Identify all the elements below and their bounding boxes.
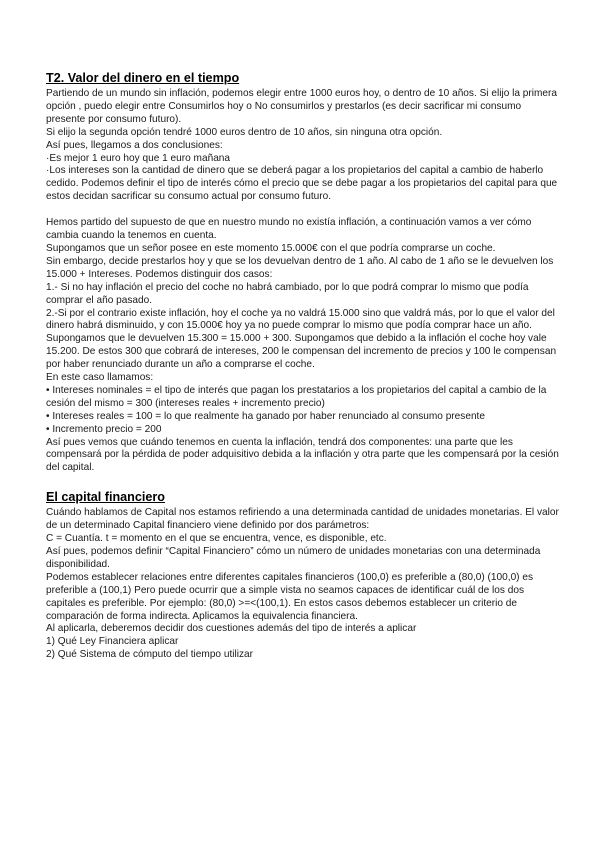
paragraph: Partiendo de un mundo sin inflación, podemos elegir entre 1000 euros hoy, o dentro de 10 años. Si elijo la primera opción , puedo elegir entre Consumirlos hoy o No consumirlos y prestarlos (es decir sacrificar mi consumo presente por consumo futuro). [46, 88, 557, 125]
paragraph: Así pues vemos que cuándo tenemos en cuenta la inflación, tendrá dos componentes: una parte que les compensará por la pérdida de poder adquisitivo debida a la inflación y otra parte que les compensará por la cesión del capital. [46, 436, 559, 474]
list-item: 2) Qué Sistema de cómputo del tiempo utilizar [46, 649, 254, 661]
document-page [46, 70, 561, 662]
conclusion-item: ·Es mejor 1 euro hoy que 1 euro mañana [46, 152, 231, 164]
case-item: 2.-Si por el contrario existe inflación, hoy el coche ya no valdrá 15.000 sino que valdrá más, por lo que el valor del dinero habrá disminuido, y con 15.000€ hoy ya no puede comprar lo mismo que podía comprar hace un año. [46, 307, 555, 332]
paragraph: Hemos partido del supuesto de que en nuestro mundo no existía inflación, a continuación vamos a ver cómo cambia cuando la tenemos en cuenta. [46, 217, 532, 242]
paragraph: Podemos establecer relaciones entre diferentes capitales financieros (100,0) es preferible a (80,0) (100,0) es preferible a (100,1) Pero puede ocurrir que a simple vista no seamos capaces de identificar cuál de los dos capitales es preferible. Por ejemplo: (80,0) >=<(100,1). En estos casos debemos establecer un criterio de comparación de forma indirecta. Aplicamos la equivalencia financiera. [46, 571, 534, 622]
paragraph: Supongamos que un señor posee en este momento 15.000€ con el que podría comprarse un coche. [46, 242, 496, 254]
section-title-capital-financiero: El capital financiero [46, 490, 165, 505]
paragraph: Así pues, podemos definir “Capital Financiero” cómo un número de unidades monetarias con una determinada disponibilidad. [46, 546, 541, 570]
conclusion-item: ·Los intereses son la cantidad de dinero que se deberá pagar a los propietarios del capital a cambio de haberlo cedido. Podemos definir el tipo de interés cómo el precio que se debe pagar a los propietarios del capital para que estos decidan sacrificar su consumo actual por consumo futuro. [46, 165, 558, 203]
paragraph: Supongamos que le devuelven 15.300 = 15.000 + 300. Supongamos que debido a la inflación el coche hoy vale 15.200. De estos 300 que cobrará de intereses, 200 le compensan del incremento de precios y 100 le compensan por haber renunciado durante un año a comprarse el coche. [46, 333, 557, 371]
bullet-item: • Intereses reales = 100 = lo que realmente ha ganado por haber renunciado al consumo presente [46, 410, 485, 422]
list-item: 1) Qué Ley Financiera aplicar [46, 636, 179, 648]
bullet-item: • Incremento precio = 200 [46, 423, 162, 435]
paragraph: Cuándo hablamos de Capital nos estamos refiriendo a una determinada cantidad de unidades monetarias. El valor de un determinado Capital financiero viene definido por dos parámetros: [46, 507, 559, 532]
paragraph: En este caso llamamos: [46, 372, 154, 384]
paragraph: Sin embargo, decide prestarlos hoy y que se los devuelvan dentro de 1 año. Al cabo de 1 año se le devuelven los 15.000 + Intereses. Podemos distinguir dos casos: [46, 255, 554, 280]
paragraph: Si elijo la segunda opción tendré 1000 euros dentro de 10 años, sin ninguna otra opción. [46, 126, 443, 138]
paragraph: Así pues, llegamos a dos conclusiones: [46, 139, 223, 151]
section-title-valor-dinero: T2. Valor del dinero en el tiempo [46, 71, 240, 85]
case-item: 1.- Si no hay inflación el precio del coche no habrá cambiado, por lo que podrá comprar lo mismo que podía comprar el año pasado. [46, 281, 529, 306]
bullet-item: • Intereses nominales = el tipo de interés que pagan los prestatarios a los propietarios del capital a cambio de la cesión del mismo = 300 (intereses reales + incremento precio) [46, 384, 547, 409]
paragraph: Al aplicarla, deberemos decidir dos cuestiones además del tipo de interés a aplicar [46, 623, 417, 635]
paragraph: C = Cuantía. t = momento en el que se encuentra, vence, es disponible, etc. [46, 533, 387, 545]
